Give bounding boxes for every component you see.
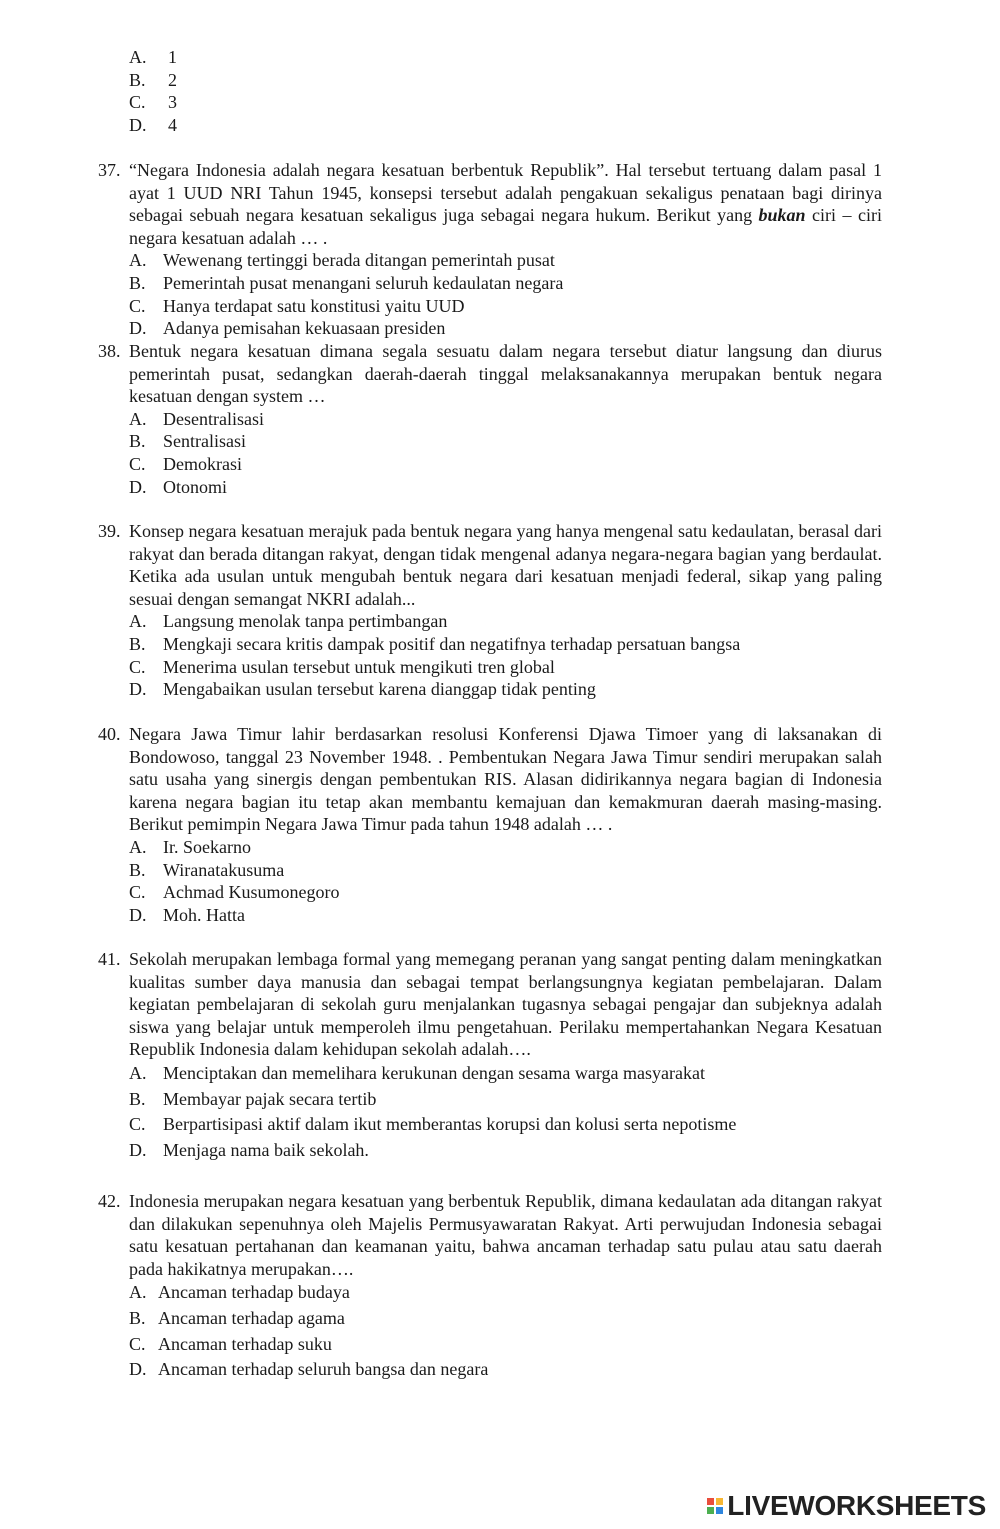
previous-question-options bbox=[129, 46, 177, 136]
option-a[interactable]: A. Wewenang tertinggi berada ditangan pemerintah pusat bbox=[129, 250, 555, 271]
option-c[interactable]: C. Hanya terdapat satu konstitusi yaitu UUD bbox=[129, 295, 465, 316]
question-39 bbox=[98, 520, 882, 701]
option-text: 1 bbox=[168, 47, 177, 67]
question-text: Konsep negara kesatuan merajuk pada bentuk negara yang hanya mengenal satu kedaulatan, berasal dari rakyat dan berada ditangan rakyat, dengan tidak mengenal adanya negara-negara bagian yang berdaulat. Ketika ada usulan untuk mengubah bentuk negara dari kesatuan menjadi federal, sikap yang paling sesuai dengan semangat NKRI adalah... bbox=[129, 521, 882, 609]
answer-options bbox=[129, 1061, 882, 1163]
question-text: Bentuk negara kesatuan dimana segala sesuatu dalam negara tersebut diatur langsung dan diurus pemerintah pusat, sedangkan daerah-daerah tinggal melaksanakannya merupakan bentuk negara kesatuan dengan system … bbox=[129, 341, 882, 407]
question-41 bbox=[98, 948, 882, 1163]
question-number: 39. bbox=[98, 521, 121, 541]
option-c[interactable]: C. Demokrasi bbox=[129, 453, 242, 474]
option-c[interactable]: C. Ancaman terhadap suku bbox=[129, 1333, 332, 1354]
option-c[interactable]: C. Berpartisipasi aktif dalam ikut memberantas korupsi dan kolusi serta nepotisme bbox=[129, 1114, 737, 1135]
option-c[interactable]: C. Achmad Kusumonegoro bbox=[129, 882, 340, 903]
question-text: Indonesia merupakan negara kesatuan yang berbentuk Republik, dimana kedaulatan ada ditangan rakyat dan dilakukan sepenuhnya oleh Majelis Permusyawaratan Rakyat. Arti perwujudan Indonesia sebagai satu kesatuan pertahanan dan keamanan yaitu, bahwa ancaman terhadap satu pulau atau satu daerah pada hakikatnya merupakan…. bbox=[129, 1191, 882, 1279]
emphasis-word: bukan bbox=[758, 205, 806, 226]
option-b[interactable]: B. Wiranatakusuma bbox=[129, 859, 285, 880]
question-37 bbox=[98, 159, 882, 340]
option-a[interactable]: A. Ancaman terhadap budaya bbox=[129, 1282, 350, 1303]
answer-options bbox=[129, 1280, 882, 1382]
question-38 bbox=[98, 340, 882, 498]
option-text: 4 bbox=[168, 114, 177, 135]
question-40 bbox=[98, 723, 882, 926]
option-letter: B. bbox=[129, 69, 146, 90]
question-text: Sekolah merupakan lembaga formal yang memegang peranan yang sangat penting dalam meningkatkan kualitas sumber daya manusia dan sebagai tempat berlangsungnya kegiatan pembelajaran. Dalam kegiatan pembelajaran di sekolah guru menjalankan tugasnya sebagai pengajar dan subjeknya adalah siswa yang belajar untuk memperoleh ilmu pengetahuan. Perilaku mempertahankan Negara Kesatuan Republik Indonesia dalam kehidupan sekolah adalah…. bbox=[129, 949, 882, 1060]
answer-options bbox=[129, 408, 882, 498]
option-a[interactable]: A. Menciptakan dan memelihara kerukunan dengan sesama warga masyarakat bbox=[129, 1062, 705, 1083]
option-b[interactable] bbox=[129, 69, 177, 92]
option-b[interactable]: B. Sentralisasi bbox=[129, 431, 246, 452]
option-b[interactable]: B. Ancaman terhadap agama bbox=[129, 1307, 345, 1328]
option-c[interactable]: C. Menerima usulan tersebut untuk mengikuti tren global bbox=[129, 656, 555, 677]
option-d[interactable]: D. Adanya pemisahan kekuasaan presiden bbox=[129, 318, 446, 339]
logo-text: LIVEWORKSHEETS bbox=[727, 1489, 986, 1521]
question-number: 41. bbox=[98, 949, 121, 969]
answer-options bbox=[129, 610, 882, 700]
option-a[interactable]: A. Desentralisasi bbox=[129, 408, 264, 429]
liveworksheets-icon bbox=[707, 1498, 723, 1514]
option-c[interactable] bbox=[129, 91, 177, 114]
question-text: “Negara Indonesia adalah negara kesatuan berbentuk Republik”. Hal tersebut tertuang dalam pasal 1 ayat 1 UUD NRI Tahun 1945, konsepsi tersebut adalah pengakuan sekaligus penataan bagi dirinya sebagai sebuah negara kesatuan sekaligus juga sebagai negara hukum. Berikut yang bukan ciri – ciri negara kesatuan adalah … . bbox=[129, 160, 882, 248]
answer-options bbox=[129, 836, 882, 926]
option-b[interactable]: B. Pemerintah pusat menangani seluruh kedaulatan negara bbox=[129, 272, 564, 293]
option-b[interactable]: B. Membayar pajak secara tertib bbox=[129, 1088, 377, 1109]
option-letter: A. bbox=[129, 47, 147, 67]
option-a[interactable]: A. Ir. Soekarno bbox=[129, 836, 251, 857]
question-42 bbox=[98, 1190, 882, 1383]
option-b[interactable]: B. Mengkaji secara kritis dampak positif dan negatifnya terhadap persatuan bangsa bbox=[129, 633, 741, 654]
question-number: 40. bbox=[98, 724, 121, 744]
option-d[interactable] bbox=[129, 114, 177, 137]
option-d[interactable]: D. Menjaga nama baik sekolah. bbox=[129, 1139, 369, 1160]
option-d[interactable]: D. Otonomi bbox=[129, 476, 228, 497]
question-number: 42. bbox=[98, 1191, 121, 1211]
option-a[interactable] bbox=[129, 46, 177, 69]
option-text: 2 bbox=[168, 69, 177, 90]
option-d[interactable]: D. Mengabaikan usulan tersebut karena dianggap tidak penting bbox=[129, 679, 596, 700]
option-a[interactable]: A. Langsung menolak tanpa pertimbangan bbox=[129, 611, 448, 632]
option-letter: C. bbox=[129, 92, 146, 113]
answer-options bbox=[129, 249, 882, 339]
question-text: Negara Jawa Timur lahir berdasarkan resolusi Konferensi Djawa Timoer yang di laksanakan di Bondowoso, tanggal 23 November 1948. . Pembentukan Negara Jawa Timur sendiri merupakan salah satu usaha yang sinergis dengan pembentukan RIS. Alasan didirikannya negara bagian di Indonesia karena negara bagian itu tetap akan membantu kemajuan dan kemakmuran daerah masing-masing. Berikut pemimpin Negara Jawa Timur pada tahun 1948 adalah … . bbox=[129, 724, 882, 835]
option-d[interactable]: D. Ancaman terhadap seluruh bangsa dan negara bbox=[129, 1359, 489, 1380]
question-number: 38. bbox=[98, 341, 121, 361]
liveworksheets-logo[interactable] bbox=[707, 1491, 986, 1521]
question-number: 37. bbox=[98, 160, 121, 180]
option-letter: D. bbox=[129, 114, 147, 135]
option-text: 3 bbox=[168, 92, 177, 113]
option-d[interactable]: D. Moh. Hatta bbox=[129, 904, 245, 925]
